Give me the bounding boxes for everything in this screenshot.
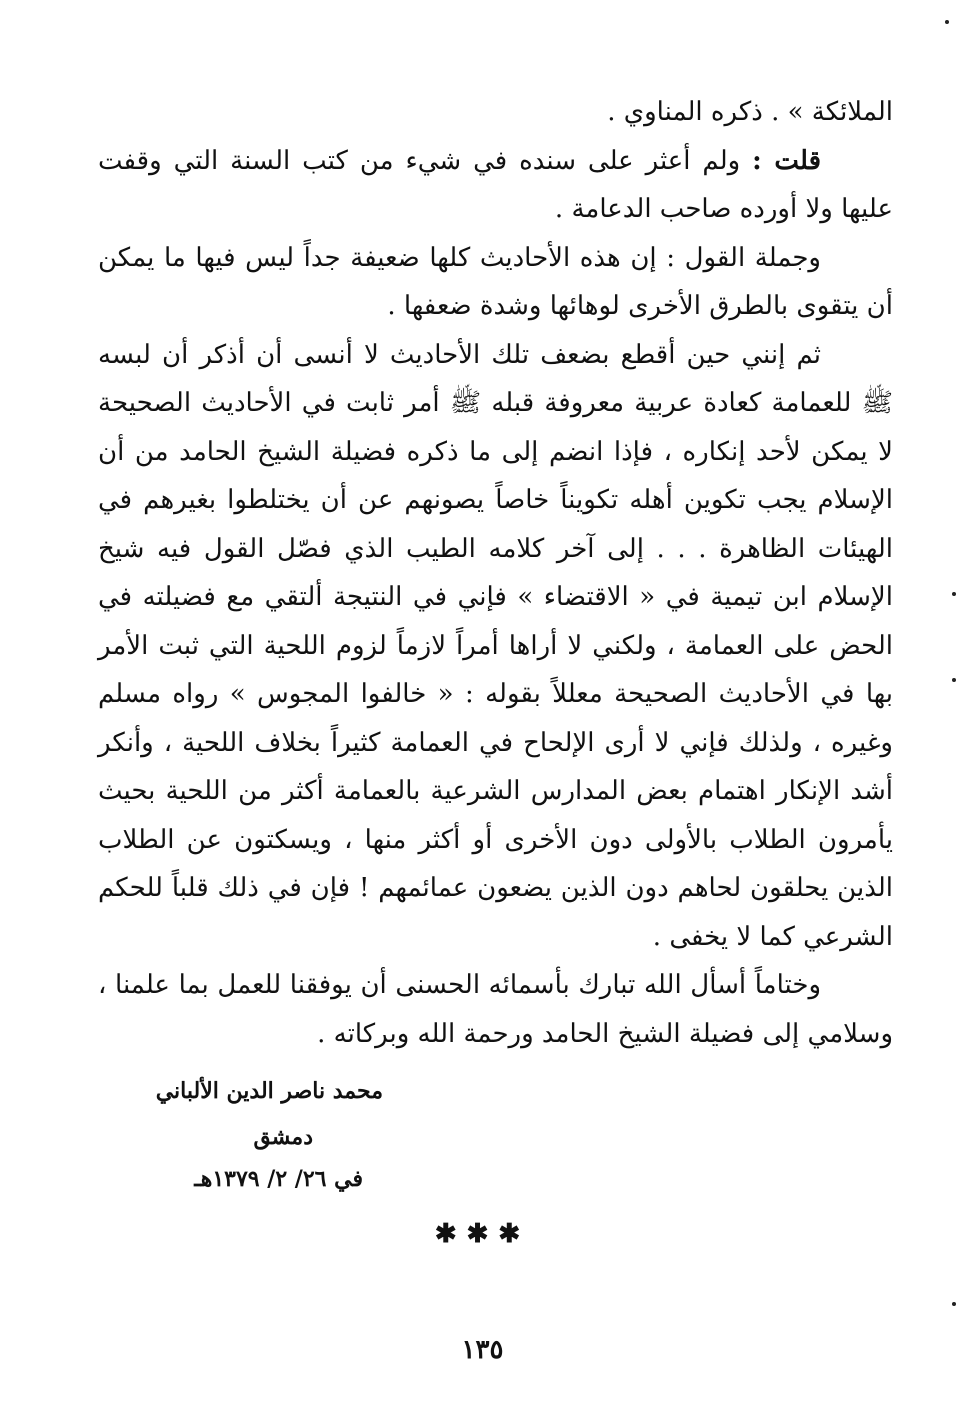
margin-dot [952,1302,956,1306]
paragraph-1-text: الملائكة » . ذكره المناوي . [607,97,893,127]
margin-dot [945,20,949,24]
paragraph-4-text: ثم إنني حين أقطع بضعف تلك الأحاديث لا أنسى أن أذكر أن لبسه ﷺ للعمامة كعادة عربية معروفة قبله ﷺ أمر ثابت في الأحاديث الصحيحة لا يمكن لأحد إنكاره ، فإذا انضم إلى ما ذكره فضيلة الشيخ الحامد من أن الإسلام يجب تكوين أهله تكويناً خاصاً يصونهم عن أن يختلطوا بغيرهم في الهيئات الظاهرة . . . إلى آخر كلامه الطيب الذي فصّل القول فيه شيخ الإسلام ابن تيمية في « الاقتضاء » فإني في النتيجة ألتقي مع فضيلته في الحض على العمامة ، ولكني لا أراها أمراً لازماً لزوم اللحية التي ثبت الأمر بها في الأحاديث الصحيحة معللاً بقوله : « خالفوا المجوس » رواه مسلم وغيره ، ولذلك فإني لا أرى الإلحاح في العمامة كثيراً بخلاف اللحية ، وأنكر أشد الإنكار اهتمام بعض المدارس الشرعية بالعمامة أكثر من اللحية بحيث يأمرون الطلاب بالأولى دون الأخرى أو أكثر منها ، ويسكتون عن الطلاب الذين يحلقون لحاهم دون الذين يضعون عمائمهم ! فإن في ذلك قلباً للحكم الشرعي كما لا يخفى . [98,339,894,952]
signature-place: دمشق [253,1124,313,1150]
section-separator: ✱✱✱ [434,1219,531,1249]
paragraph-3-text: وجملة القول : إن هذه الأحاديث كلها ضعيفة جداً ليس فيها ما يمكن أن يتقوى بالطرق الأخرى لوهائها وشدة ضعفها . [98,242,893,321]
paragraph-5 [98,961,893,1058]
paragraph-2-lead: قلت : [752,145,822,176]
paragraph-4 [98,331,893,962]
paragraph-1 [98,88,893,137]
signature-date: في ٢٦/ ٢/ ١٣٧٩هـ [194,1166,363,1192]
margin-dot [952,678,956,682]
signature-name: محمد ناصر الدين الألباني [155,1078,383,1104]
margin-dot [952,592,956,596]
paragraph-3 [98,234,893,331]
paragraph-5-text: وختاماً أسأل الله تبارك بأسمائه الحسنى أن يوفقنا للعمل بما علمنا ، وسلامي إلى فضيلة الشيخ الحامد ورحمة الله وبركاته . [98,970,893,1049]
paragraph-2-text: ولم أعثر على سنده في شيء من كتب السنة التي وقفت عليها ولا أورده صاحب الدعامة . [98,145,893,224]
page-number: ١٣٥ [461,1335,504,1365]
paragraph-2 [98,137,893,234]
page-body [98,88,893,1058]
